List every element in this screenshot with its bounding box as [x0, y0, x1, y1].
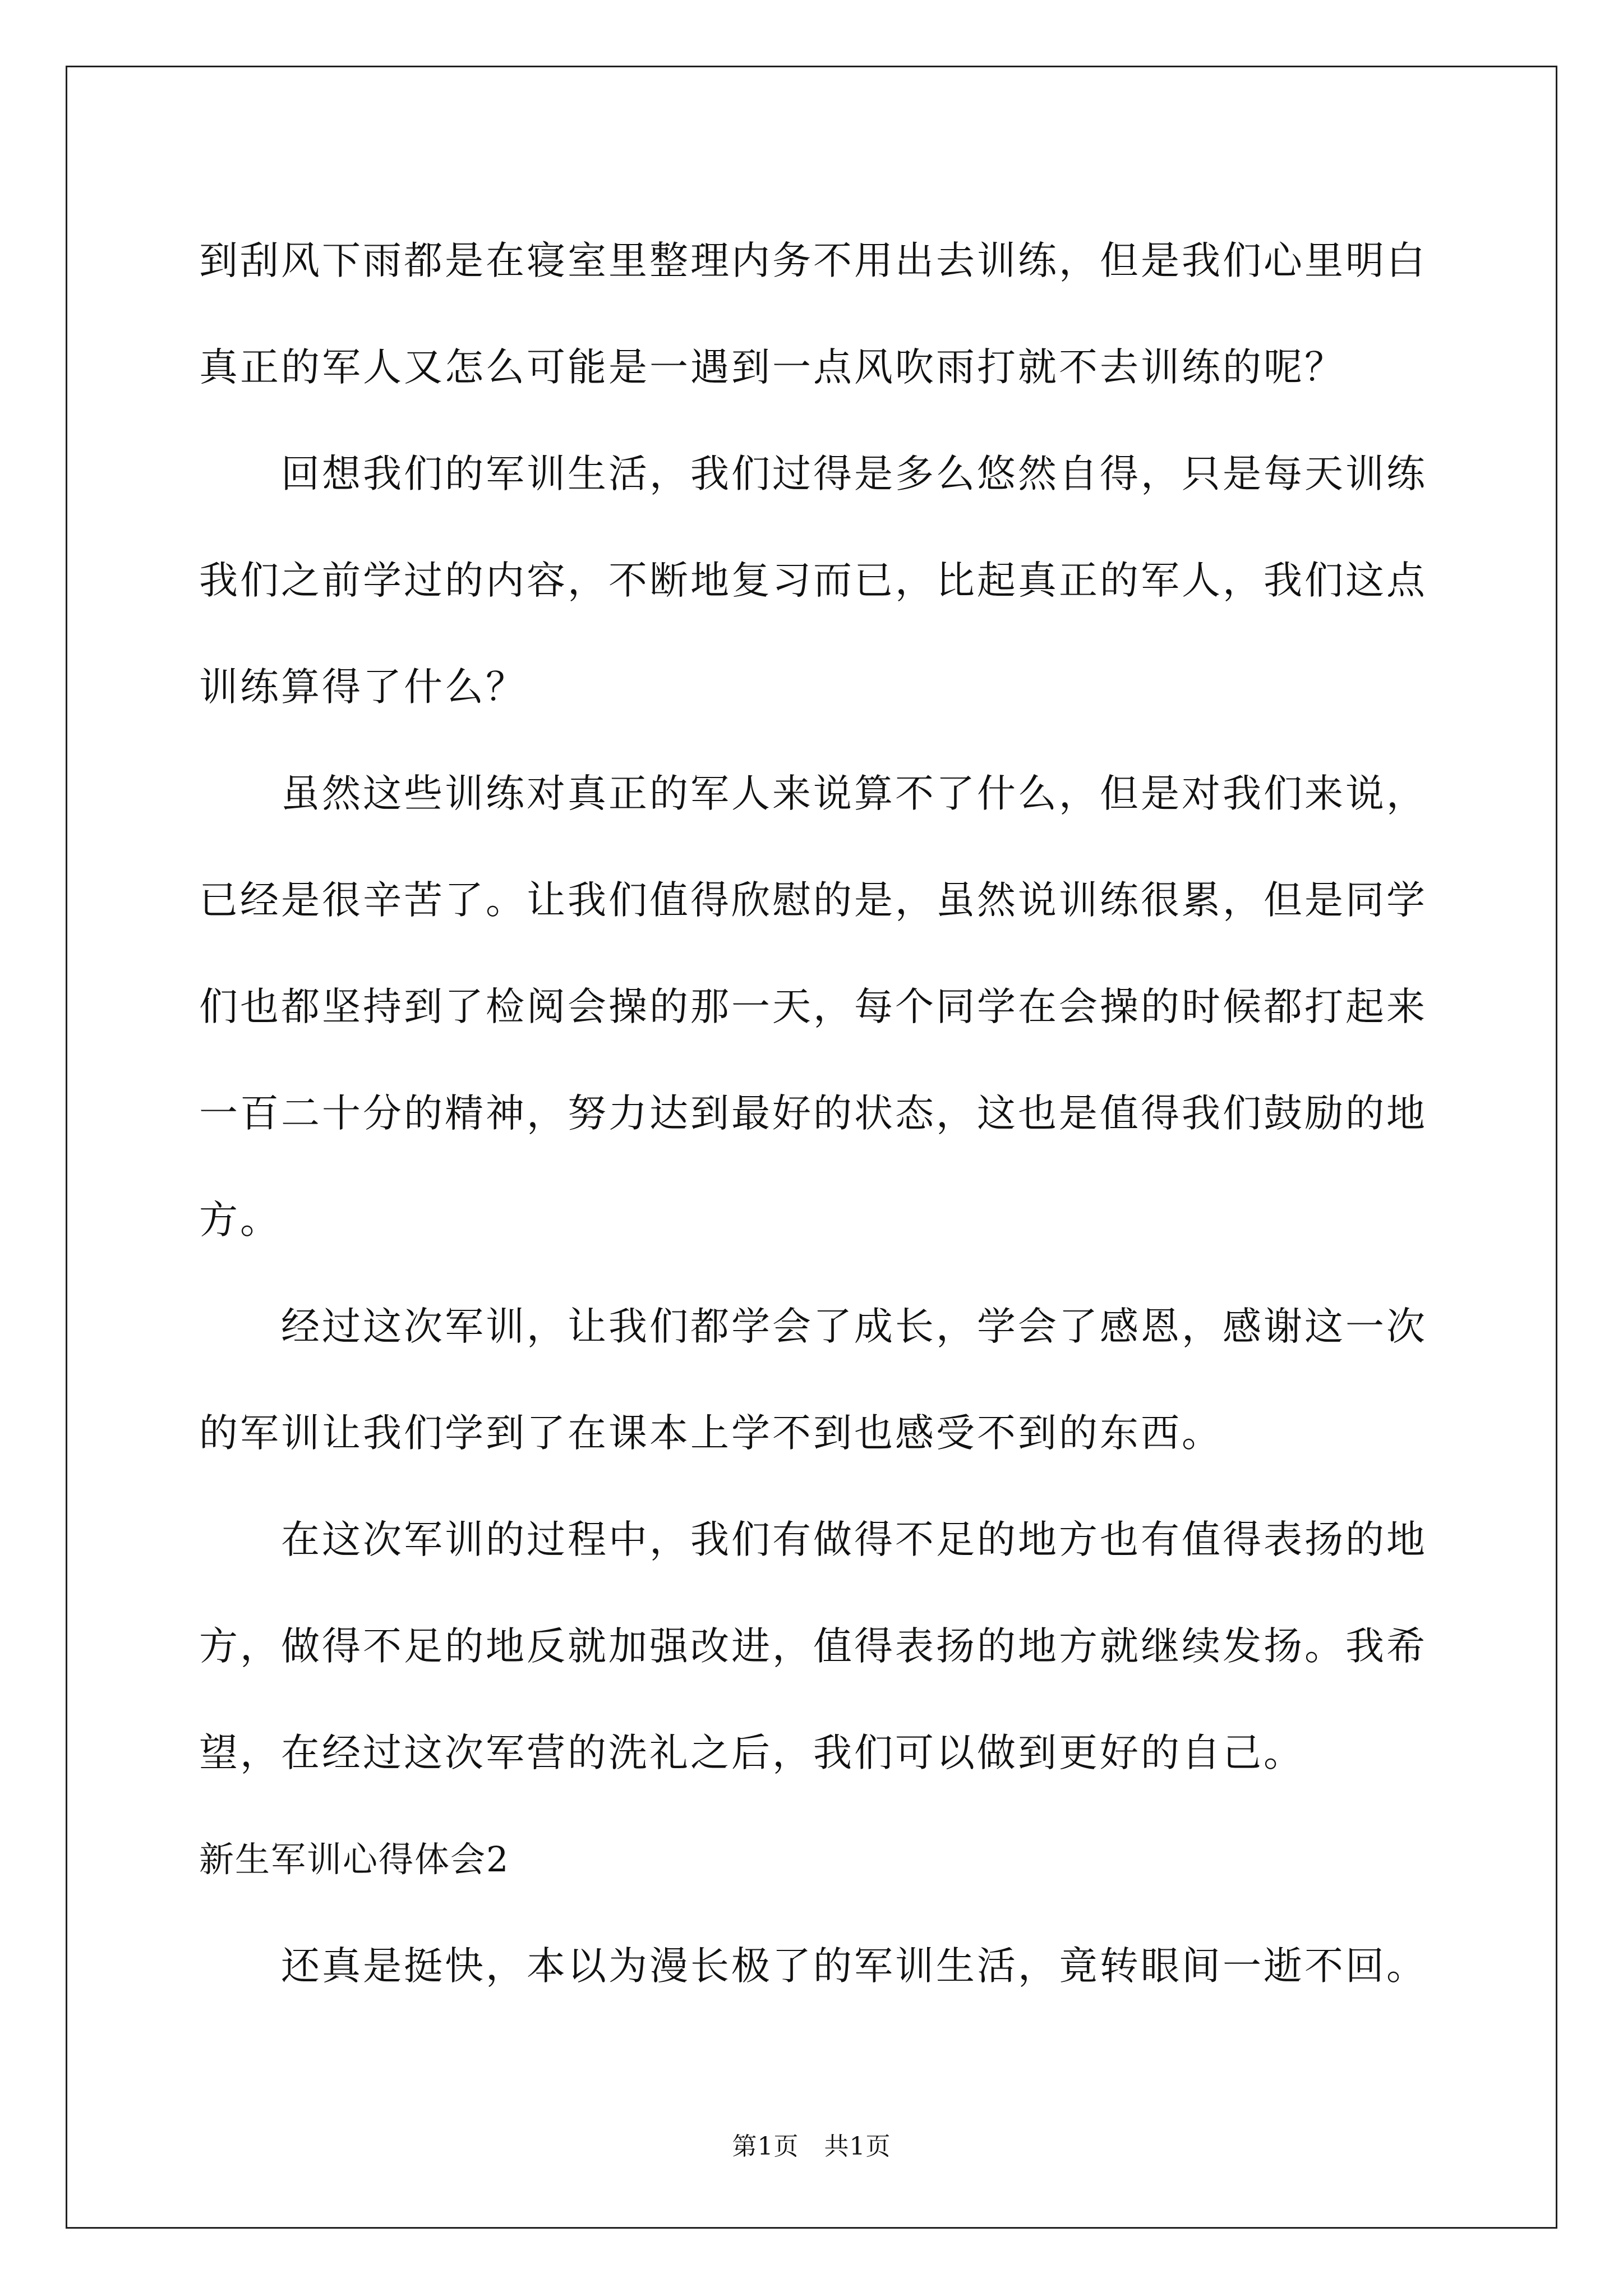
paragraph-5: 在这次军训的过程中，我们有做得不足的地方也有值得表扬的地方，做得不足的地反就加强改进，值得表扬的地方就继续发扬。我希望，在经过这次军营的洗礼之后，我们可以做到更好的自己。 — [199, 1517, 1427, 1775]
page-number: 第1页 共1页 — [732, 2132, 891, 2161]
document-body — [199, 208, 1427, 2019]
section-heading: 新生军训心得体会2 — [199, 1839, 510, 1880]
paragraph-2: 回想我们的军训生活，我们过得是多么悠然自得，只是每天训练我们之前学过的内容，不断地复习而已，比起真正的军人，我们这点训练算得了什么？ — [199, 452, 1427, 710]
paragraph-6: 还真是挺快，本以为漫长极了的军训生活，竟转眼间一逝不回。 — [281, 1944, 1427, 1989]
page-footer — [0, 2126, 1623, 2162]
paragraph-3: 虽然这些训练对真正的军人来说算不了什么，但是对我们来说，已经是很辛苦了。让我们值得欣慰的是，虽然说训练很累，但是同学们也都坚持到了检阅会操的那一天，每个同学在会操的时候都打起来一百二十分的精神，努力达到最好的状态，这也是值得我们鼓励的地方。 — [199, 771, 1427, 1243]
paragraph-4: 经过这次军训，让我们都学会了成长，学会了感恩，感谢这一次的军训让我们学到了在课本上学不到也感受不到的东西。 — [199, 1304, 1427, 1456]
paragraph-1: 到刮风下雨都是在寝室里整理内务不用出去训练，但是我们心里明白真正的军人又怎么可能是一遇到一点风吹雨打就不去训练的呢？ — [199, 238, 1427, 390]
